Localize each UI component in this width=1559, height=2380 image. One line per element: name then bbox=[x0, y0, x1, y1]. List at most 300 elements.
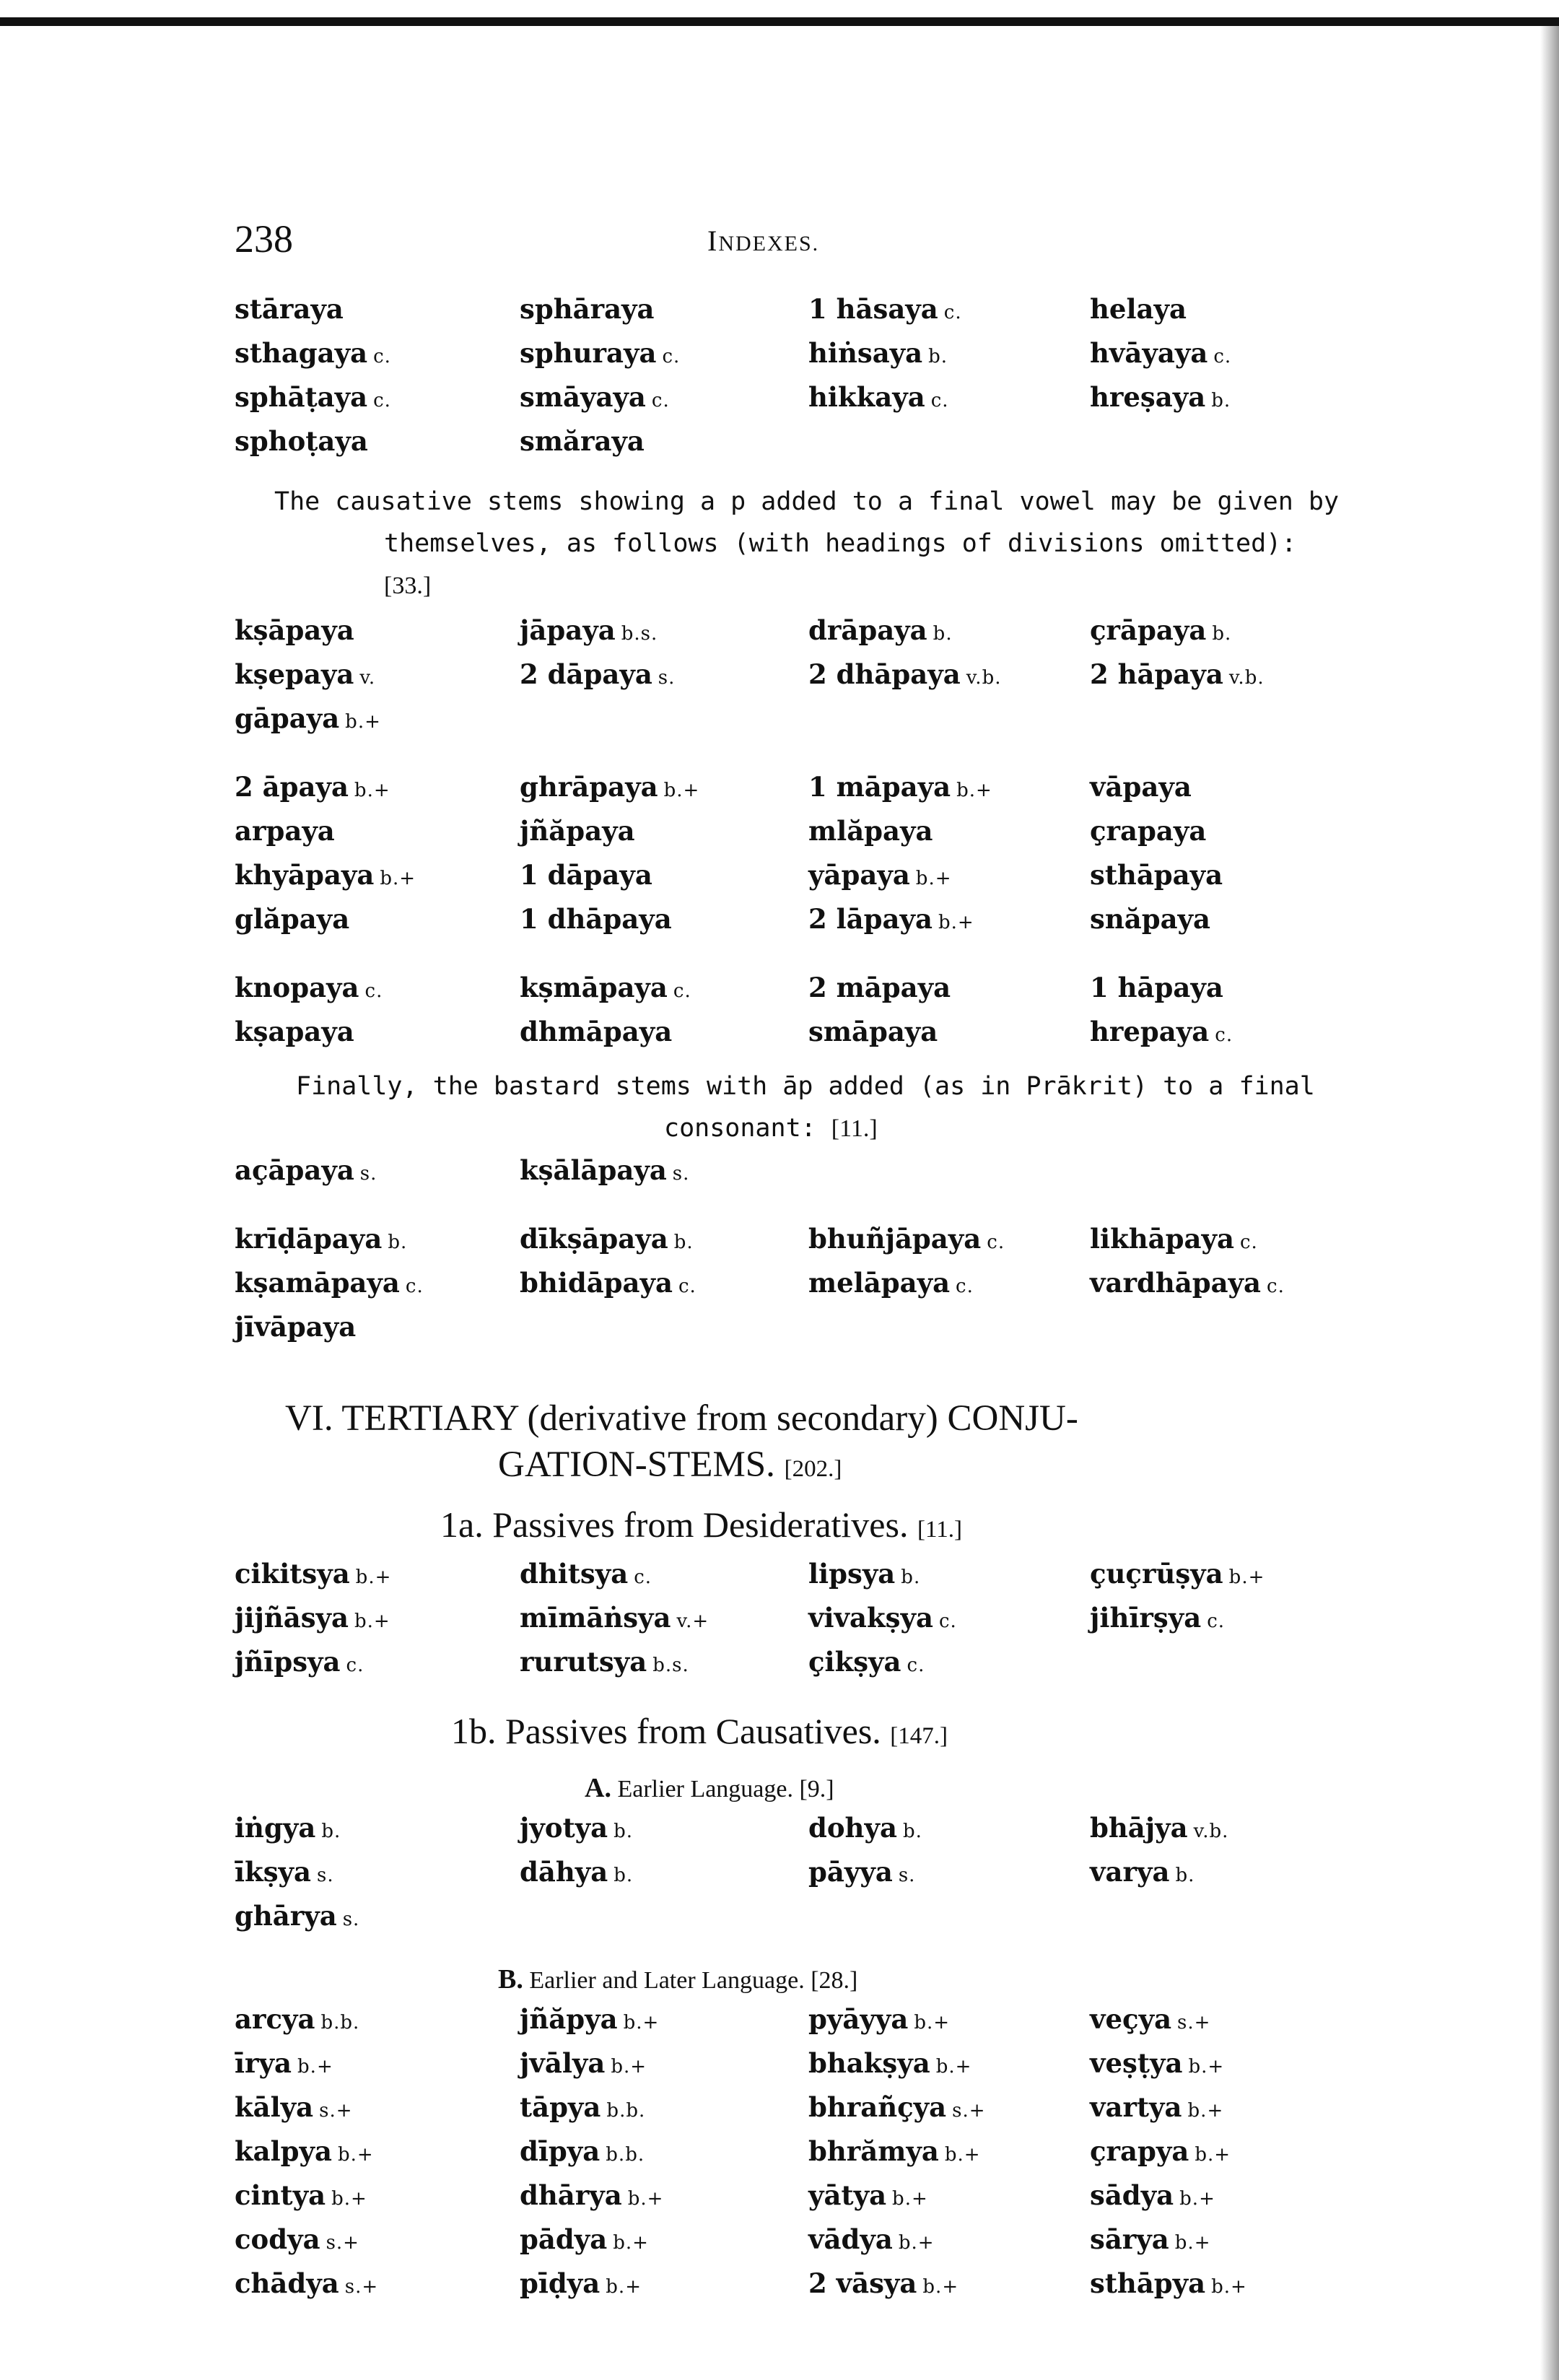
stem-entry bbox=[235, 2043, 520, 2087]
source-tag: b. bbox=[1175, 1865, 1195, 1886]
source-tag: s.+ bbox=[326, 2232, 359, 2254]
stem-entry bbox=[520, 2131, 808, 2175]
stem-word: īkṣya bbox=[235, 1856, 311, 1888]
source-tag: v.b. bbox=[966, 667, 1002, 689]
stem-entry bbox=[520, 698, 808, 742]
source-tag: v.b. bbox=[1193, 1821, 1229, 1842]
stem-word: 2 lāpaya bbox=[808, 903, 933, 935]
running-head-rest: NDEXES. bbox=[718, 232, 820, 256]
stem-word: pyāyya bbox=[808, 2003, 909, 2035]
source-tag: c. bbox=[364, 980, 383, 1002]
stem-entry bbox=[1090, 855, 1375, 899]
source-tag: b.+ bbox=[623, 2012, 660, 2034]
subsection-letter: A. bbox=[585, 1773, 611, 1803]
running-head bbox=[707, 224, 819, 258]
stem-word: rurutsya bbox=[520, 1646, 647, 1678]
stem-entry bbox=[520, 899, 808, 943]
subsection-letter: B. bbox=[498, 1964, 523, 1995]
stem-group bbox=[235, 289, 1357, 465]
subsection-label: 1b. Passives from Causatives. bbox=[451, 1711, 881, 1751]
stem-entry bbox=[808, 421, 1090, 465]
stem-entry bbox=[1090, 1553, 1375, 1597]
stem-group bbox=[235, 610, 1357, 742]
stem-word: jyotya bbox=[520, 1812, 608, 1844]
stem-entry bbox=[808, 967, 1090, 1011]
stem-group bbox=[235, 767, 1357, 943]
stem-word: 1 hāsaya bbox=[808, 293, 938, 325]
stem-word: jñīpsya bbox=[235, 1646, 341, 1678]
stem-entry bbox=[1090, 811, 1375, 855]
stem-entry bbox=[1090, 333, 1375, 377]
source-tag: b.+ bbox=[606, 2276, 642, 2298]
stem-word: dīpya bbox=[520, 2135, 601, 2167]
subsection-heading-1b bbox=[217, 1707, 1357, 1760]
source-tag: s.+ bbox=[319, 2100, 353, 2122]
stem-entry bbox=[235, 2219, 520, 2263]
stem-entry bbox=[520, 2087, 808, 2131]
source-tag: b.+ bbox=[627, 2188, 664, 2210]
source-tag: b.+ bbox=[345, 711, 381, 733]
stem-word: hikkaya bbox=[808, 381, 925, 413]
source-tag: b.+ bbox=[297, 2056, 333, 2078]
source-tag: s. bbox=[898, 1865, 916, 1886]
stem-entry bbox=[808, 1999, 1090, 2043]
stem-entry bbox=[1090, 1263, 1375, 1307]
stem-entry bbox=[520, 1896, 808, 1940]
stem-entry bbox=[808, 767, 1090, 811]
stem-word: 2 āpaya bbox=[235, 771, 349, 803]
stem-word: cikitsya bbox=[235, 1558, 350, 1590]
source-tag: b. bbox=[902, 1821, 922, 1842]
source-tag: b.+ bbox=[892, 2188, 928, 2210]
stem-entry bbox=[808, 1150, 1090, 1194]
stem-word: yāpaya bbox=[808, 859, 910, 891]
stem-entry bbox=[520, 610, 808, 654]
stem-entry bbox=[1090, 610, 1375, 654]
stem-word: tāpya bbox=[520, 2091, 601, 2123]
stem-entry bbox=[1090, 421, 1375, 465]
stem-entry bbox=[808, 1642, 1090, 1686]
source-tag: c. bbox=[651, 390, 670, 411]
stem-word: chādya bbox=[235, 2267, 339, 2299]
source-tag: b.+ bbox=[338, 2144, 374, 2166]
stem-group bbox=[235, 1808, 1357, 1940]
note-line: The causative stems showing a p added to a final vowel may be given by bbox=[274, 487, 1340, 516]
stem-entry bbox=[235, 1896, 520, 1940]
source-tag: b.+ bbox=[914, 2012, 951, 2034]
source-tag: c. bbox=[673, 980, 691, 1002]
source-tag: b.+ bbox=[1174, 2232, 1211, 2254]
stem-word: pīḍya bbox=[520, 2267, 601, 2299]
source-tag: b.+ bbox=[1228, 1566, 1265, 1588]
stem-entry bbox=[1090, 1642, 1375, 1686]
source-tag: s. bbox=[658, 667, 676, 689]
section-title-line: VI. TERTIARY (derivative from secondary) CONJU- bbox=[285, 1398, 1078, 1439]
stem-entry bbox=[235, 2175, 520, 2219]
section-ref: [147.] bbox=[890, 1723, 948, 1749]
source-tag: b. bbox=[928, 346, 948, 367]
stem-word: snăpaya bbox=[1090, 903, 1211, 935]
stem-entry bbox=[235, 1307, 520, 1351]
stem-entry bbox=[808, 333, 1090, 377]
stem-word: drāpaya bbox=[808, 614, 927, 646]
stem-word: bhrañçya bbox=[808, 2091, 947, 2123]
note-line bbox=[217, 1107, 1357, 1150]
stem-entry bbox=[520, 1852, 808, 1896]
stem-word: smāyaya bbox=[520, 381, 646, 413]
stem-entry bbox=[1090, 2175, 1375, 2219]
stem-entry bbox=[520, 767, 808, 811]
stem-word: glăpaya bbox=[235, 903, 350, 935]
stem-word: codya bbox=[235, 2223, 320, 2255]
scan-top-border bbox=[0, 17, 1559, 26]
stem-word: sphoṭaya bbox=[235, 425, 368, 457]
stem-word: ghrāpaya bbox=[520, 771, 658, 803]
stem-entry bbox=[520, 2043, 808, 2087]
source-tag: s. bbox=[672, 1163, 690, 1185]
stem-word: 2 dhāpaya bbox=[808, 658, 961, 690]
stem-entry bbox=[520, 967, 808, 1011]
source-tag: b. bbox=[388, 1232, 408, 1253]
section-title bbox=[217, 1395, 1357, 1492]
source-tag: b.+ bbox=[944, 2144, 981, 2166]
source-tag: c. bbox=[930, 390, 949, 411]
stem-word: kṣapaya bbox=[235, 1016, 354, 1047]
source-tag: c. bbox=[1215, 1024, 1233, 1046]
stem-entry bbox=[520, 1150, 808, 1194]
stem-entry bbox=[1090, 2263, 1375, 2307]
stem-word: dhārya bbox=[520, 2179, 622, 2211]
source-tag: b.b. bbox=[606, 2144, 645, 2166]
stem-entry bbox=[1090, 1597, 1375, 1642]
stem-word: kṣāpaya bbox=[235, 614, 354, 646]
stem-word: bhidāpaya bbox=[520, 1267, 673, 1299]
stem-word: sthāpaya bbox=[1090, 859, 1223, 891]
stem-entry bbox=[235, 2087, 520, 2131]
stem-entry bbox=[520, 1808, 808, 1852]
section-title-line bbox=[217, 1442, 1357, 1492]
source-tag: b.+ bbox=[1211, 2276, 1247, 2298]
stem-entry bbox=[808, 1896, 1090, 1940]
source-tag: b. bbox=[613, 1865, 634, 1886]
stem-entry bbox=[520, 1307, 808, 1351]
stem-word: sphuraya bbox=[520, 337, 657, 369]
stem-word: stāraya bbox=[235, 293, 344, 325]
stem-entry bbox=[808, 1011, 1090, 1055]
stem-entry bbox=[808, 698, 1090, 742]
source-tag: s.+ bbox=[1177, 2012, 1211, 2034]
source-tag: v.+ bbox=[676, 1610, 709, 1632]
stem-entry bbox=[808, 377, 1090, 421]
source-tag: c. bbox=[634, 1566, 652, 1588]
subsection-heading-line bbox=[217, 1707, 1357, 1760]
stem-word: arpaya bbox=[235, 815, 335, 847]
stem-word: 1 hāpaya bbox=[1090, 972, 1223, 1003]
stem-entry bbox=[1090, 899, 1375, 943]
stem-word: çikṣya bbox=[808, 1646, 901, 1678]
subsection-heading-line bbox=[217, 1501, 1357, 1553]
stem-entry bbox=[235, 1808, 520, 1852]
stem-word: sthagaya bbox=[235, 337, 368, 369]
source-tag: b. bbox=[1212, 623, 1232, 645]
source-tag: b.+ bbox=[938, 912, 974, 933]
stem-entry bbox=[520, 1011, 808, 1055]
note-line bbox=[274, 523, 1357, 607]
stem-entry bbox=[520, 1642, 808, 1686]
source-tag: b. bbox=[613, 1821, 634, 1842]
stem-entry bbox=[808, 654, 1090, 698]
source-tag: b.+ bbox=[898, 2232, 935, 2254]
stem-entry bbox=[808, 2219, 1090, 2263]
stem-word: açāpaya bbox=[235, 1154, 354, 1186]
stem-word: dhitsya bbox=[520, 1558, 629, 1590]
source-tag: c. bbox=[943, 302, 962, 323]
stem-entry bbox=[1090, 654, 1375, 698]
source-tag: c. bbox=[678, 1276, 696, 1297]
section-ref: [28.] bbox=[811, 1967, 858, 1994]
stem-word: gāpaya bbox=[235, 702, 340, 734]
source-tag: c. bbox=[1239, 1232, 1258, 1253]
stem-word: bhakṣya bbox=[808, 2047, 930, 2079]
stem-entry bbox=[235, 654, 520, 698]
stem-entry bbox=[235, 1150, 520, 1194]
stem-entry bbox=[808, 2131, 1090, 2175]
stem-entry bbox=[520, 333, 808, 377]
stem-word: arcya bbox=[235, 2003, 315, 2035]
stem-entry bbox=[520, 811, 808, 855]
section-ref: [33.] bbox=[384, 572, 432, 599]
stem-entry bbox=[808, 2175, 1090, 2219]
stem-entry bbox=[1090, 1011, 1375, 1055]
stem-word: jñăpaya bbox=[520, 815, 635, 847]
stem-entry bbox=[235, 333, 520, 377]
stem-word: ghārya bbox=[235, 1900, 337, 1932]
stem-entry bbox=[808, 1263, 1090, 1307]
source-tag: b.+ bbox=[355, 1566, 392, 1588]
source-tag: b.+ bbox=[611, 2056, 647, 2078]
stem-entry bbox=[1090, 1219, 1375, 1263]
stem-word: helaya bbox=[1090, 293, 1187, 325]
source-tag: b. bbox=[933, 623, 953, 645]
stem-word: iṅgya bbox=[235, 1812, 316, 1844]
note-text: themselves, as follows (with headings of divisions omitted): bbox=[384, 529, 1297, 558]
stem-entry bbox=[235, 1999, 520, 2043]
stem-entry bbox=[1090, 1307, 1375, 1351]
page bbox=[217, 209, 1357, 2307]
stem-word: khyāpaya bbox=[235, 859, 375, 891]
scan-right-edge bbox=[1540, 26, 1559, 2380]
stem-group bbox=[235, 967, 1357, 1055]
stem-word: smăraya bbox=[520, 425, 645, 457]
source-tag: b. bbox=[673, 1232, 694, 1253]
stem-entry bbox=[808, 1808, 1090, 1852]
running-head-initial: I bbox=[707, 225, 719, 257]
stem-word: sphāṭaya bbox=[235, 381, 368, 413]
source-tag: s.+ bbox=[952, 2100, 986, 2122]
stem-entry bbox=[1090, 2131, 1375, 2175]
source-tag: b.b. bbox=[320, 2012, 360, 2034]
stem-word: dāhya bbox=[520, 1856, 608, 1888]
stem-entry bbox=[235, 2263, 520, 2307]
stem-entry bbox=[808, 1852, 1090, 1896]
stem-group bbox=[235, 1999, 1357, 2307]
stem-word: jijñāsya bbox=[235, 1602, 349, 1634]
stem-entry bbox=[1090, 1808, 1375, 1852]
source-tag: b.+ bbox=[935, 2056, 972, 2078]
source-tag: c. bbox=[956, 1276, 974, 1297]
stem-word: kalpya bbox=[235, 2135, 333, 2167]
stem-word: hiṅsaya bbox=[808, 337, 923, 369]
stem-word: īrya bbox=[235, 2047, 292, 2079]
source-tag: c. bbox=[405, 1276, 424, 1297]
stem-entry bbox=[235, 1597, 520, 1642]
source-tag: b.s. bbox=[652, 1655, 689, 1676]
subsection-label: Earlier and Later Language. bbox=[529, 1967, 805, 1994]
section-ref: [9.] bbox=[799, 1776, 834, 1803]
stem-entry bbox=[808, 289, 1090, 333]
stem-word: vardhāpaya bbox=[1090, 1267, 1262, 1299]
stem-word: 2 hāpaya bbox=[1090, 658, 1223, 690]
stem-word: hvāyaya bbox=[1090, 337, 1208, 369]
stem-entry bbox=[1090, 1852, 1375, 1896]
section-title-text: GATION-STEMS. bbox=[498, 1444, 775, 1485]
stem-entry bbox=[235, 610, 520, 654]
stem-entry bbox=[235, 1219, 520, 1263]
stem-word: bhuñjāpaya bbox=[808, 1223, 982, 1255]
stem-word: vāpaya bbox=[1090, 771, 1192, 803]
stem-word: kṣamāpaya bbox=[235, 1267, 400, 1299]
note-line: Finally, the bastard stems with āp added (as in Prākrit) to a final bbox=[296, 1072, 1315, 1101]
source-tag: b. bbox=[321, 1821, 341, 1842]
stem-entry bbox=[520, 855, 808, 899]
bastard-note bbox=[217, 1065, 1357, 1150]
stem-entry bbox=[808, 811, 1090, 855]
stem-word: veçya bbox=[1090, 2003, 1172, 2035]
stem-entry bbox=[1090, 967, 1375, 1011]
stem-entry bbox=[235, 1642, 520, 1686]
page-number: 238 bbox=[235, 217, 293, 261]
stem-entry bbox=[1090, 767, 1375, 811]
stem-word: vartya bbox=[1090, 2091, 1182, 2123]
stem-word: sādya bbox=[1090, 2179, 1174, 2211]
stem-entry bbox=[520, 1597, 808, 1642]
section-ref: [11.] bbox=[917, 1517, 962, 1543]
source-tag: c. bbox=[346, 1655, 364, 1676]
source-tag: b.+ bbox=[1179, 2188, 1215, 2210]
stem-word: çuçrūṣya bbox=[1090, 1558, 1223, 1590]
stem-word: kālya bbox=[235, 2091, 314, 2123]
stem-word: yātya bbox=[808, 2179, 887, 2211]
subsection-heading-b bbox=[217, 1961, 1357, 1999]
stem-word: veṣṭya bbox=[1090, 2047, 1183, 2079]
stem-entry bbox=[808, 610, 1090, 654]
source-tag: s. bbox=[317, 1865, 334, 1886]
stem-word: varya bbox=[1090, 1856, 1170, 1888]
page-header bbox=[217, 209, 1357, 282]
stem-entry bbox=[520, 421, 808, 465]
stem-word: çrapya bbox=[1090, 2135, 1189, 2167]
source-tag: c. bbox=[1207, 1610, 1226, 1632]
stem-word: pādya bbox=[520, 2223, 608, 2255]
stem-entry bbox=[1090, 2219, 1375, 2263]
source-tag: b. bbox=[1211, 390, 1231, 411]
stem-entry bbox=[808, 1597, 1090, 1642]
note-text: consonant: bbox=[664, 1114, 816, 1143]
source-tag: c. bbox=[1267, 1276, 1285, 1297]
stem-entry bbox=[1090, 377, 1375, 421]
stem-word: kṣepaya bbox=[235, 658, 354, 690]
stem-entry bbox=[235, 967, 520, 1011]
subsection-heading-1a bbox=[217, 1501, 1357, 1553]
stem-word: kṣālāpaya bbox=[520, 1154, 667, 1186]
stem-entry bbox=[520, 2263, 808, 2307]
stem-word: pāyya bbox=[808, 1856, 893, 1888]
stem-entry bbox=[235, 289, 520, 333]
stem-entry bbox=[235, 1263, 520, 1307]
stem-entry bbox=[808, 1219, 1090, 1263]
stem-entry bbox=[808, 2043, 1090, 2087]
stem-word: likhāpaya bbox=[1090, 1223, 1234, 1255]
stem-word: mīmāṅsya bbox=[520, 1602, 671, 1634]
stem-entry bbox=[808, 899, 1090, 943]
subsection-label: Earlier Language. bbox=[617, 1776, 793, 1803]
stem-entry bbox=[235, 1011, 520, 1055]
stem-entry bbox=[235, 1852, 520, 1896]
source-tag: b.b. bbox=[606, 2100, 646, 2122]
stem-word: bhrămya bbox=[808, 2135, 939, 2167]
section-ref: [11.] bbox=[831, 1115, 878, 1142]
stem-entry bbox=[520, 1999, 808, 2043]
stem-entry bbox=[1090, 2087, 1375, 2131]
source-tag: s. bbox=[342, 1909, 360, 1930]
source-tag: b.+ bbox=[380, 868, 416, 889]
source-tag: c. bbox=[1213, 346, 1232, 367]
stem-word: melāpaya bbox=[808, 1267, 951, 1299]
stem-word: jihīrṣya bbox=[1090, 1602, 1202, 1634]
source-tag: c. bbox=[938, 1610, 957, 1632]
stem-word: jāpaya bbox=[520, 614, 616, 646]
stem-entry bbox=[520, 377, 808, 421]
source-tag: b. bbox=[901, 1566, 921, 1588]
stem-entry bbox=[235, 421, 520, 465]
source-tag: c. bbox=[373, 390, 391, 411]
stem-entry bbox=[1090, 1150, 1375, 1194]
stem-word: knopaya bbox=[235, 972, 359, 1003]
stem-entry bbox=[520, 2219, 808, 2263]
stem-word: 1 dhāpaya bbox=[520, 903, 672, 935]
stem-entry bbox=[520, 289, 808, 333]
stem-entry bbox=[1090, 698, 1375, 742]
causative-note bbox=[217, 481, 1357, 607]
source-tag: b.+ bbox=[1195, 2144, 1231, 2166]
source-tag: b.+ bbox=[915, 868, 952, 889]
stem-entry bbox=[808, 855, 1090, 899]
stem-word: jñăpya bbox=[520, 2003, 618, 2035]
stem-entry bbox=[235, 2131, 520, 2175]
stem-word: hrepaya bbox=[1090, 1016, 1210, 1047]
stem-entry bbox=[808, 1553, 1090, 1597]
stem-group bbox=[235, 1553, 1357, 1686]
stem-word: 2 māpaya bbox=[808, 972, 951, 1003]
stem-entry bbox=[808, 2087, 1090, 2131]
stem-word: çrāpaya bbox=[1090, 614, 1207, 646]
stem-entry bbox=[520, 1553, 808, 1597]
source-tag: b.+ bbox=[956, 780, 992, 801]
stem-entry bbox=[520, 1219, 808, 1263]
stem-entry bbox=[235, 767, 520, 811]
source-tag: s. bbox=[359, 1163, 377, 1185]
stem-word: 2 dāpaya bbox=[520, 658, 652, 690]
